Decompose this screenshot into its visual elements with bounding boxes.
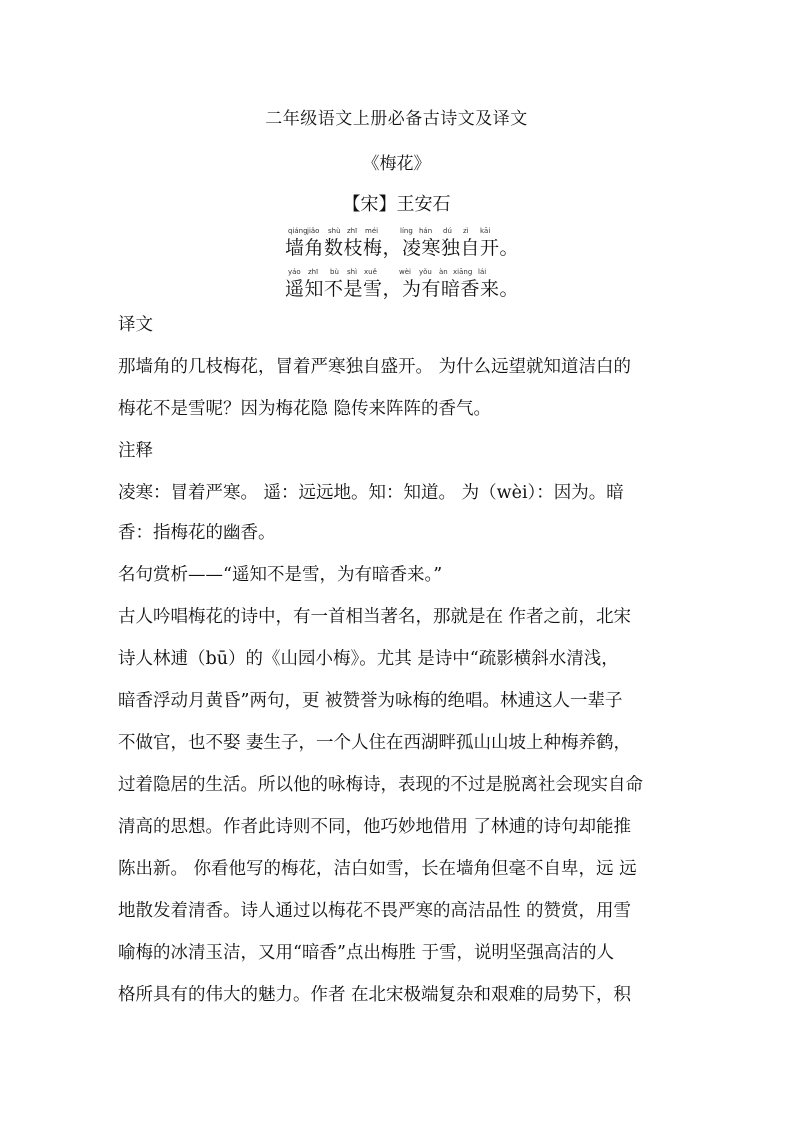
pinyin: zhī [308,268,319,276]
pinyin-row-2 [285,268,545,278]
pinyin: wèi [399,268,411,276]
section-heading-translation: 译文 [118,315,153,335]
pinyin: jiǎo [307,227,320,235]
pinyin: xiāng [453,268,473,276]
pinyin: zhī [347,227,358,235]
text-line: 凌寒：冒着严寒。 遥：远远地。知：知道。 为（wèi）：因为。暗 [118,483,624,503]
pinyin: xuě [364,268,377,276]
pinyin: shù [328,227,341,235]
document-title: 二年级语文上册必备古诗文及译文 [265,109,528,129]
pinyin: bù [330,268,339,276]
pinyin: zì [463,227,469,235]
section-heading-appreciation: 名句赏析——“遥知不是雪，为有暗香来。” [118,565,443,585]
poem-text-2: 遥知不是雪，为有暗香来。 [285,278,520,300]
pinyin: méi [365,227,379,235]
pinyin: àn [439,268,448,276]
text-line: 不做官，也不娶 妻生子，一个人住在西湖畔孤山山坡上种梅养鹤， [118,733,632,753]
pinyin: hán [419,227,433,235]
pinyin: shì [347,268,358,276]
text-line: 香：指梅花的幽香。 [118,523,276,543]
text-line: 喻梅的冰清玉洁，又用“暗香”点出梅胜 于雪，说明坚强高洁的人 [118,943,614,963]
poem-author: 【宋】王安石 [342,194,451,215]
pinyin: kāi [480,227,491,235]
text-line: 过着隐居的生活。所以他的咏梅诗，表现的不过是脱离社会现实自命 [118,775,643,795]
text-line: 地散发着清香。诗人通过以梅花不畏严寒的高洁品性 的赞赏，用雪 [118,901,632,921]
poem-text-1: 墙角数枝梅，凌寒独自开。 [285,237,520,259]
pinyin: lái [478,268,487,276]
text-line: 格所具有的伟大的魅力。作者 在北宋极端复杂和艰难的局势下，积 [118,985,632,1005]
poem-line-2 [285,268,545,300]
poem-line-1 [285,227,545,259]
text-line: 清高的思想。作者此诗则不同，他巧妙地借用 了林逋的诗句却能推 [118,817,632,837]
poem-title: 《梅花》 [362,154,431,174]
pinyin: líng [400,227,413,235]
pinyin: yǒu [419,268,432,276]
pinyin: qiáng [288,227,308,235]
text-line: 梅花不是雪呢？因为梅花隐 隐传来阵阵的香气。 [118,399,492,419]
text-line: 古人吟唱梅花的诗中，有一首相当著名，那就是在 作者之前，北宋 [118,607,632,627]
pinyin-row-1 [285,227,545,237]
text-line: 诗人林逋（bū）的《山园小梅》。尤其 是诗中“疏影横斜水清浅， [118,649,619,669]
pinyin: yáo [288,268,301,276]
text-line: 那墙角的几枝梅花，冒着严寒独自盛开。 为什么远望就知道洁白的 [118,357,632,377]
text-line: 暗香浮动月黄昏”两句，更 被赞誉为咏梅的绝唱。林逋这人一辈子 [118,691,623,711]
section-heading-notes: 注释 [118,441,153,461]
pinyin: dú [443,227,452,235]
text-line: 陈出新。 你看他写的梅花，洁白如雪，长在墙角但毫不自卑，远 远 [118,859,637,879]
